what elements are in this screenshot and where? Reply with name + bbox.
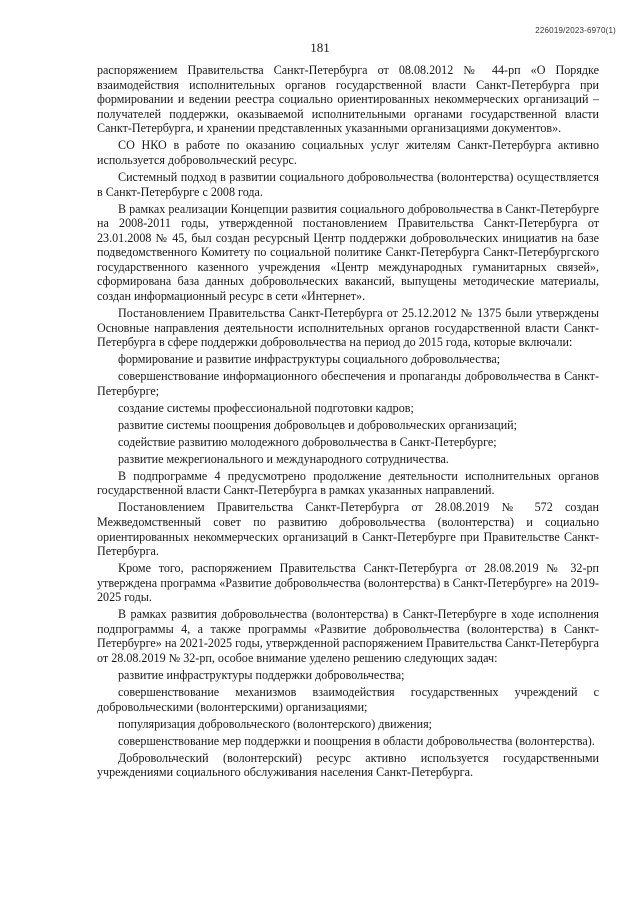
page-number: 181 [310, 40, 330, 55]
list-item: развитие межрегионального и международного сотрудничества. [118, 451, 449, 466]
paragraph: Кроме того, распоряжением Правительства Санкт-Петербурга от 28.08.2019 № 32-рп утверждена программа «Развитие добровольчества (волонтерства) в Санкт-Петербурге» на 2019-2025 годы. [97, 561, 599, 605]
paragraph: Системный подход в развитии социального добровольчества (волонтерства) осуществляется в Санкт-Петербурге с 2008 года. [97, 169, 599, 199]
paragraph: Постановлением Правительства Санкт-Петербурга от 28.08.2019 № 572 создан Межведомственный совет по развитию добровольчества (волонтерства) и социально ориентированных некоммерческих организаций в Санкт-Петербурге при Правительстве Санкт-Петербурга. [97, 500, 599, 559]
list-item: создание системы профессиональной подготовки кадров; [118, 400, 414, 415]
paragraph: В рамках реализации Концепции развития социального добровольчества в Санкт-Петербурге на 2008-2011 годы, утвержденной постановлением Правительства Санкт-Петербурга от 23.01.2008 № 45, был создан ресурсный Центр поддержки добровольческих инициатив на базе подведомственного Комитету по социальной политике Санкт-Петербурга Санкт-Петербургского государственного казенного учреждения «Центр международных гуманитарных связей», сформирована база данных добровольческих вакансий, выпущены методические материалы, создан информационный ресурс в сети «Интернет». [97, 201, 599, 304]
list-item: популяризация добровольческого (волонтерского) движения; [118, 716, 433, 731]
list-item: совершенствование мер поддержки и поощрения в области добровольчества (волонтерства). [118, 733, 595, 748]
paragraph: распоряжением Правительства Санкт-Петербурга от 08.08.2012 № 44-рп «О Порядке взаимодействия исполнительных органов государственной власти Санкт-Петербурга при формировании и ведении реестра социально ориентированных некоммерческих организаций – получателей поддержки, оказываемой исполнительными органами государственной власти Санкт-Петербурга, и хранении представленных указанными организациями документов». [97, 63, 599, 136]
document-id: 226019/2023-6970(1) [535, 26, 616, 35]
list-item: совершенствование механизмов взаимодействия государственных учреждений с добровольческими (волонтерскими) организациями; [97, 685, 599, 714]
paragraph: СО НКО в работе по оказанию социальных услуг жителям Санкт-Петербурга активно используется добровольческий ресурс. [97, 138, 599, 167]
paragraph: В подпрограмме 4 предусмотрено продолжение деятельности исполнительных органов государственной власти Санкт-Петербурга в рамках указанных направлений. [97, 468, 599, 498]
body-text [97, 63, 599, 782]
list-item: содействие развитию молодежного добровольчества в Санкт-Петербурге; [118, 434, 497, 449]
paragraph: Добровольческий (волонтерский) ресурс активно используется государственными учреждениями социального обслуживания населения Санкт-Петербурга. [97, 750, 599, 780]
list-item: совершенствование информационного обеспечения и пропаганды добровольчества в Санкт-Петербурге; [97, 369, 599, 398]
list-item: развитие инфраструктуры поддержки добровольчества; [118, 668, 405, 683]
paragraph: Постановлением Правительства Санкт-Петербурга от 25.12.2012 № 1375 были утверждены Основные направления деятельности исполнительных органов государственной власти Санкт-Петербурга в сфере поддержки добровольчества на период до 2015 года, которые включали: [97, 306, 599, 350]
list-item: формирование и развитие инфраструктуры социального добровольчества; [118, 352, 501, 367]
list-item: развитие системы поощрения добровольцев и добровольческих организаций; [118, 417, 518, 432]
paragraph: В рамках развития добровольчества (волонтерства) в Санкт-Петербурге в ходе исполнения подпрограммы 4, а также программы «Развитие добровольчества (волонтерства) в Санкт-Петербурге» на 2021-2025 годы, утвержденной распоряжением Правительства Санкт-Петербурга от 28.08.2019 № 32-рп, особое внимание уделено решению следующих задач: [97, 607, 599, 666]
